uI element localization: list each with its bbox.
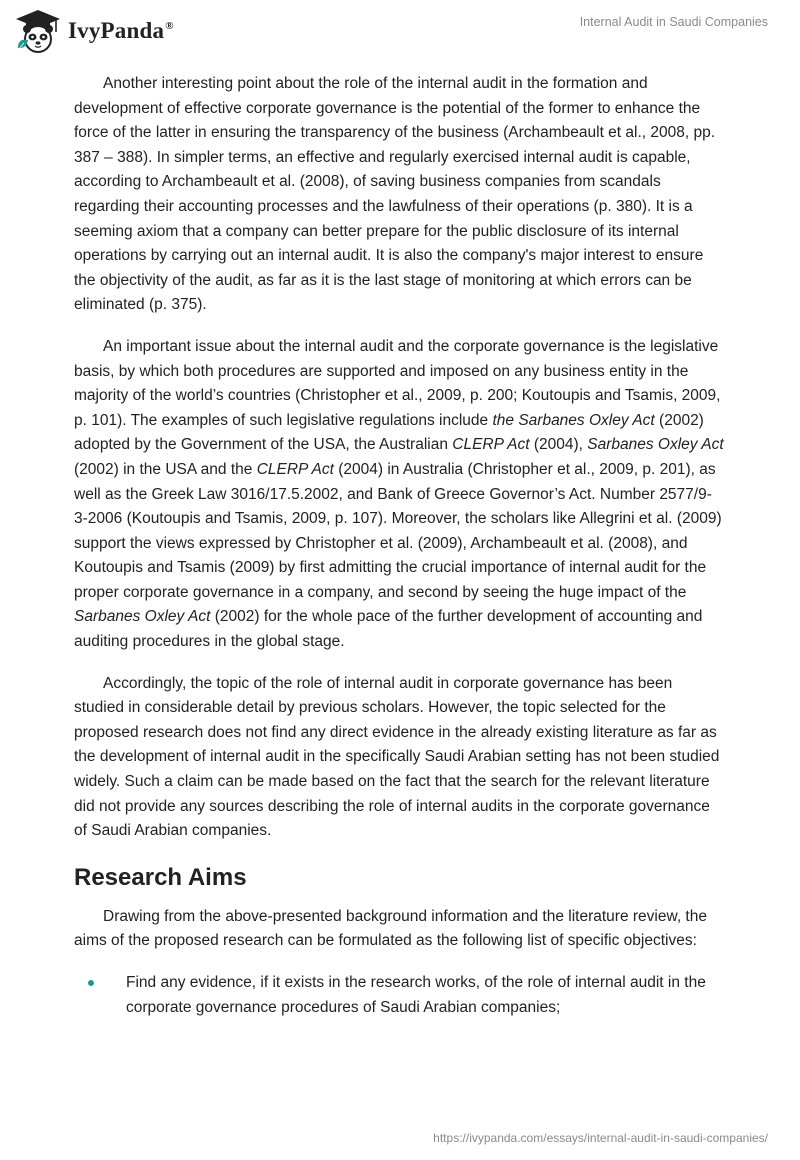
- text-run: (2002) in the USA and the: [74, 460, 257, 478]
- text-run: Accordingly, the topic of the role of internal audit in corporate governance has been studied in considerable detail by previous scholars. However, the topic selected for the proposed research does not find any direct evidence in the already existing literature as far as the development of internal audit in the specifically Saudi Arabian setting has not been studied widely. Such a claim can be made based on the fact that the search for the relevant literature did not provide any sources describing the role of internal audits in the corporate governance of Saudi Arabian companies.: [74, 674, 720, 840]
- list-item: [74, 971, 724, 1020]
- document-title: Internal Audit in Saudi Companies: [579, 15, 768, 29]
- list-item-text: Find any evidence, if it exists in the research works, of the role of internal audit in the corporate governance procedures of Saudi Arabian companies;: [126, 974, 706, 1016]
- section-heading: Research Aims: [74, 863, 247, 891]
- brand-name: IvyPanda®: [68, 18, 174, 43]
- italic-title-run: Sarbanes Oxley Act: [587, 436, 724, 454]
- section-intro: Drawing from the above-presented background information and the literature review, the aims of the proposed research can be formulated as the following list of specific objectives:: [74, 907, 707, 950]
- text-run: Another interesting point about the role of the internal audit in the formation and development of effective corporate governance is the potential of the former to enhance the force of the latter in ensuring the transparency of the business (Archambeault et al., 2008, pp. 387 – 388). In simpler terms, an effective and regularly exercised internal audit is capable, according to Archambeault et al. (2008), of saving business companies from scandals regarding their accounting processes and the lawfulness of their operations (p. 380). It is a seeming axiom that a company can better prepare for the public disclosure of its internal operations by carrying out an internal audit. It is also the company's major interest to ensure the objectivity of the audit, as far as it is the last stage of monitoring at which errors can be eliminated (p. 375).: [74, 75, 716, 314]
- logo[interactable]: [14, 8, 174, 54]
- text-run: (2004),: [529, 436, 588, 454]
- essay-body: [74, 72, 724, 1020]
- body-paragraph: [74, 335, 724, 655]
- body-paragraph: [74, 72, 724, 318]
- text-run: An important issue about the internal audit and the corporate governance is the legislative basis, by which both procedures are supported and imposed on any business entity in the majority of the world’s countries (Christopher et al., 2009, p. 200; Koutoupis and Tsamis, 2009, p. 101). The examples of such legislative regulations include: [74, 337, 721, 429]
- text-run: (2004) in Australia (Christopher et al., 2009, p. 201), as well as the Greek Law 3016/17.5.2002, and Bank of Greece Governor’s Act. Number 2577/9-3-2006 (Koutoupis and Tsamis, 2009, p. 107). Moreover, the scholars like Allegrini et al. (2009) support the views expressed by Christopher et al. (2009), Archambeault et al. (2008), and Koutoupis and Tsamis (2009) by first admitting the crucial importance of internal audit for the proper corporate governance in a company, and second by seeing the huge impact of the: [74, 460, 722, 601]
- italic-title-run: the Sarbanes Oxley Act: [492, 411, 655, 429]
- italic-title-run: CLERP Act: [452, 436, 530, 454]
- text-run: (2002) adopted by the Government of the USA, the Australian: [74, 411, 704, 454]
- italic-title-run: CLERP Act: [256, 460, 334, 478]
- bullet-icon: [88, 980, 94, 986]
- italic-title-run: Sarbanes Oxley Act: [74, 608, 211, 626]
- page-header: [0, 0, 800, 64]
- text-run: (2002) for the whole pace of the further development of accounting and auditing procedures in the global stage.: [74, 608, 703, 651]
- panda-graduate-icon: [14, 8, 62, 54]
- source-url[interactable]: https://ivypanda.com/essays/internal-audit-in-saudi-companies/: [433, 1131, 768, 1145]
- body-paragraph: [74, 672, 724, 844]
- objectives-list: [74, 971, 724, 1020]
